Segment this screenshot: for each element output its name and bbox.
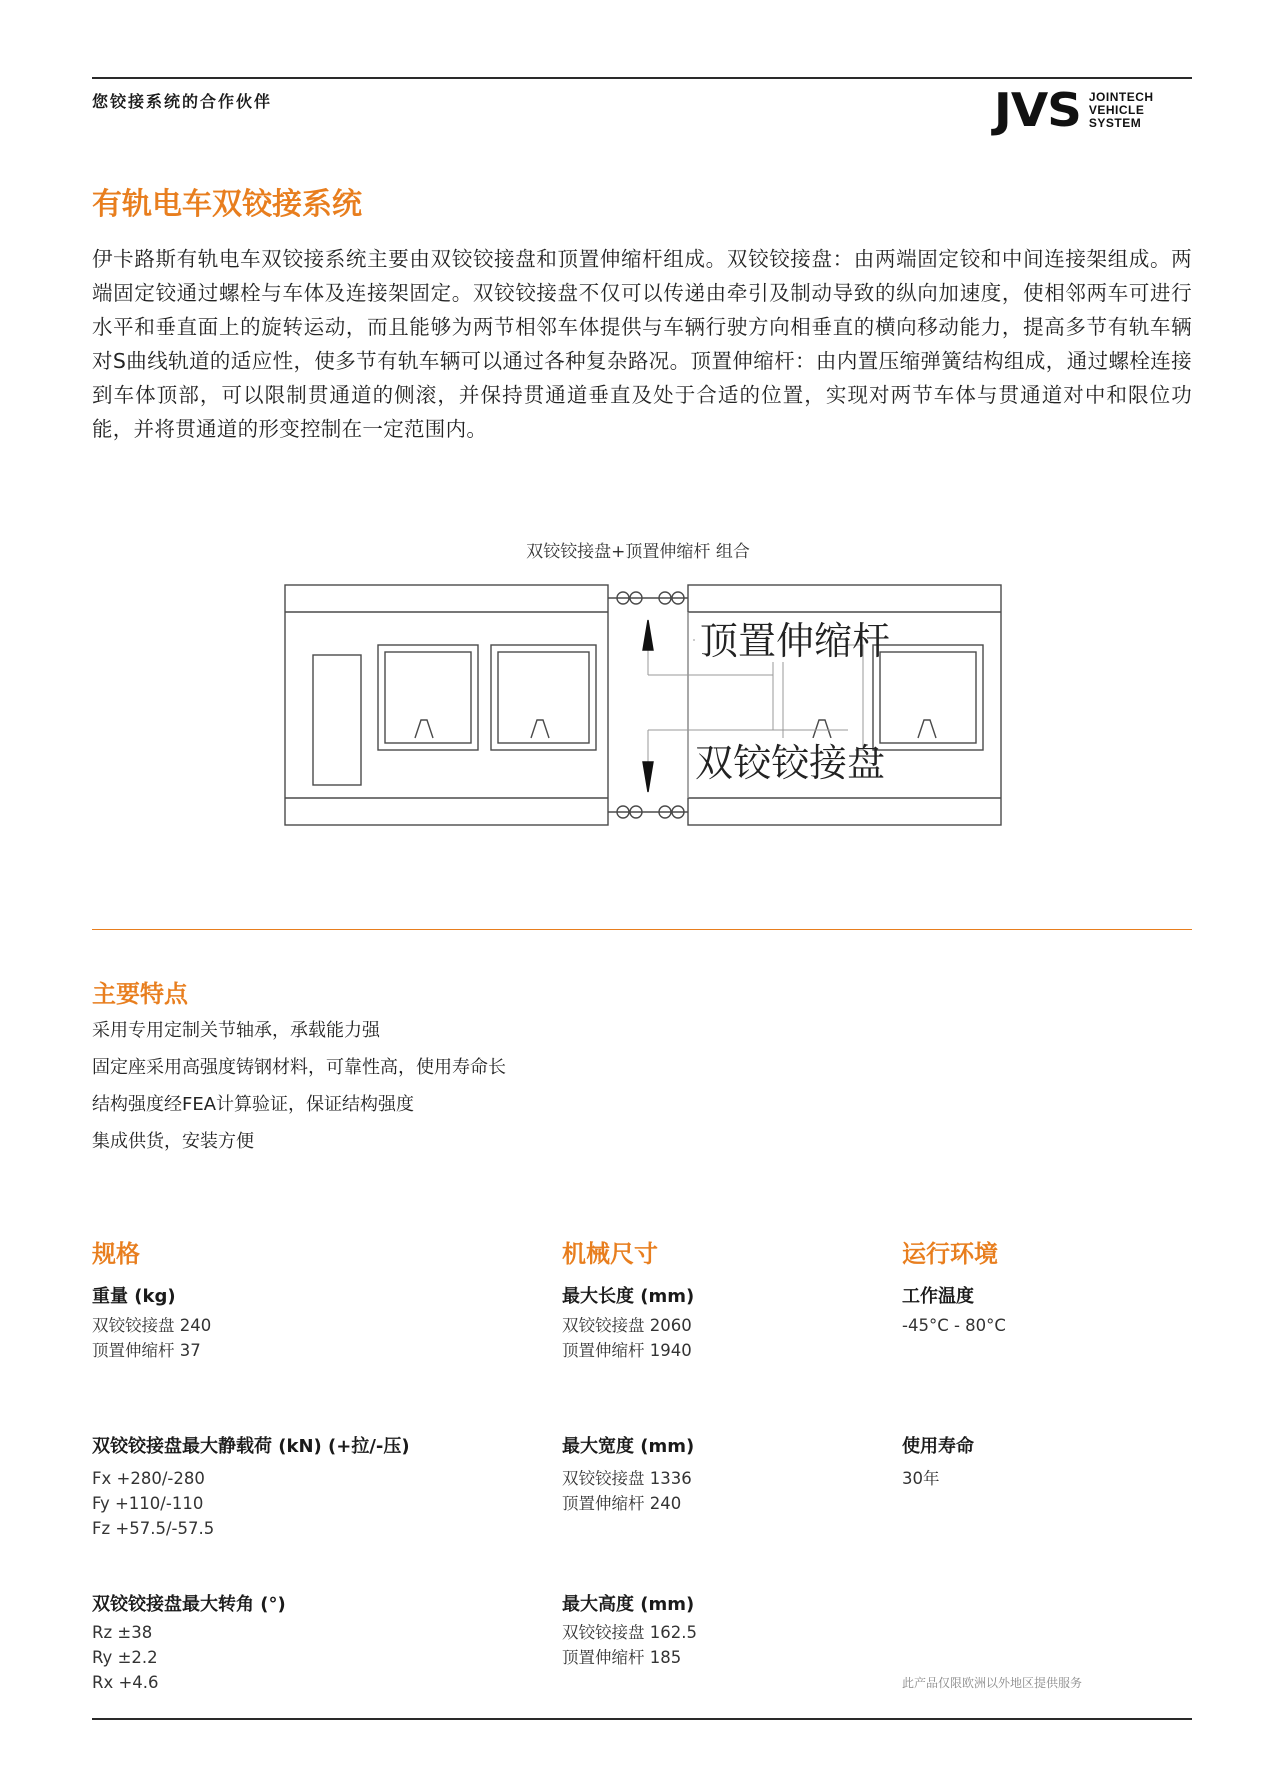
logo-wordmark xyxy=(1089,91,1154,130)
articulation-diagram xyxy=(283,580,1003,830)
section-divider xyxy=(92,929,1192,930)
diagram-caption: 双铰铰接盘+顶置伸缩杆 组合 xyxy=(526,542,750,562)
height-label: 最大高度 (mm) xyxy=(562,1594,695,1615)
spec-value: Fy +110/-110 xyxy=(92,1494,204,1513)
length-label: 最大长度 (mm) xyxy=(562,1286,695,1307)
header-divider xyxy=(92,77,1192,79)
dimensions-title: 机械尺寸 xyxy=(562,1240,658,1268)
features-list xyxy=(92,1016,506,1164)
temperature-label: 工作温度 xyxy=(902,1286,974,1307)
spec-value: 双铰铰接盘 240 xyxy=(92,1316,212,1335)
car-door xyxy=(313,655,361,785)
spec-value: 顶置伸缩杆 240 xyxy=(562,1494,682,1513)
diagram-label-telescopic-rod: 顶置伸缩杆 xyxy=(700,619,891,663)
length-values xyxy=(562,1313,692,1363)
rotation-values xyxy=(92,1620,159,1695)
footer-divider xyxy=(92,1718,1192,1720)
environment-title: 运行环境 xyxy=(902,1240,998,1268)
footer-note: 此产品仅限欧洲以外地区提供服务 xyxy=(902,1676,1083,1690)
feature-item: 结构强度经FEA计算验证，保证结构强度 xyxy=(92,1094,415,1115)
width-label: 最大宽度 (mm) xyxy=(562,1436,695,1457)
static-load-label: 双铰铰接盘最大静载荷 (kN) (+拉/-压) xyxy=(92,1436,410,1457)
width-values xyxy=(562,1466,692,1516)
feature-item: 固定座采用高强度铸钢材料，可靠性高，使用寿命长 xyxy=(92,1057,506,1078)
temperature-value: -45°C - 80°C xyxy=(902,1316,1006,1335)
car-window xyxy=(491,645,596,750)
spec-value: Rx +4.6 xyxy=(92,1673,159,1692)
spec-value: 双铰铰接盘 2060 xyxy=(562,1316,692,1335)
spec-value: Fx +280/-280 xyxy=(92,1469,205,1488)
logo-line: SYSTEM xyxy=(1088,115,1142,130)
rotation-label: 双铰铰接盘最大转角 (°) xyxy=(92,1594,286,1615)
specs-title: 规格 xyxy=(92,1240,140,1268)
spec-value: 顶置伸缩杆 37 xyxy=(92,1341,201,1360)
tagline: 您铰接系统的合作伙伴 xyxy=(92,92,273,111)
feature-item: 采用专用定制关节轴承，承载能力强 xyxy=(92,1020,380,1041)
spec-value: Fz +57.5/-57.5 xyxy=(92,1519,215,1538)
logo-mark: JVS xyxy=(993,83,1081,137)
page-title: 有轨电车双铰接系统 xyxy=(92,187,362,222)
diagram-label-joint-plate: 双铰铰接盘 xyxy=(695,741,886,785)
company-logo xyxy=(993,83,1154,137)
features-title: 主要特点 xyxy=(92,980,188,1008)
static-load-values xyxy=(92,1466,214,1541)
weight-label: 重量 (kg) xyxy=(92,1286,176,1307)
left-car-body xyxy=(285,585,608,825)
feature-item: 集成供货，安装方便 xyxy=(92,1131,254,1152)
lifetime-label: 使用寿命 xyxy=(902,1436,974,1457)
logo-line: JOINTECH xyxy=(1088,89,1154,104)
spec-value: 顶置伸缩杆 185 xyxy=(562,1648,682,1667)
arrow-up-icon xyxy=(643,620,653,650)
logo-line: VEHICLE xyxy=(1088,102,1145,117)
spec-value: 顶置伸缩杆 1940 xyxy=(562,1341,692,1360)
arrow-down-icon xyxy=(643,762,653,792)
height-values xyxy=(562,1620,697,1670)
intro-paragraph: 伊卡路斯有轨电车双铰接系统主要由双铰铰接盘和顶置伸缩杆组成。双铰铰接盘：由两端固定铰和中间连接架组成。两端固定铰通过螺栓与车体及连接架固定。双铰铰接盘不仅可以传递由牵引及制动导致的纵向加速度，使相邻两车可进行水平和垂直面上的旋转运动，而且能够为两节相邻车体提供与车辆行驶方向相垂直的横向移动能力，提高多节有轨车辆对S曲线轨道的适应性，使多节有轨车辆可以通过各种复杂路况。顶置伸缩杆：由内置压缩弹簧结构组成，通过螺栓连接到车体顶部，可以限制贯通道的侧滚，并保持贯通道垂直及处于合适的位置，实现对两节车体与贯通道对中和限位功能，并将贯通道的形变控制在一定范围内。 xyxy=(92,247,1192,441)
spec-value: 双铰铰接盘 162.5 xyxy=(562,1623,697,1642)
spec-value: Rz ±38 xyxy=(92,1623,153,1642)
car-window xyxy=(378,645,478,750)
lifetime-value: 30年 xyxy=(902,1469,940,1488)
weight-values xyxy=(92,1313,211,1363)
spec-value: Ry ±2.2 xyxy=(92,1648,158,1667)
spec-value: 双铰铰接盘 1336 xyxy=(562,1469,692,1488)
